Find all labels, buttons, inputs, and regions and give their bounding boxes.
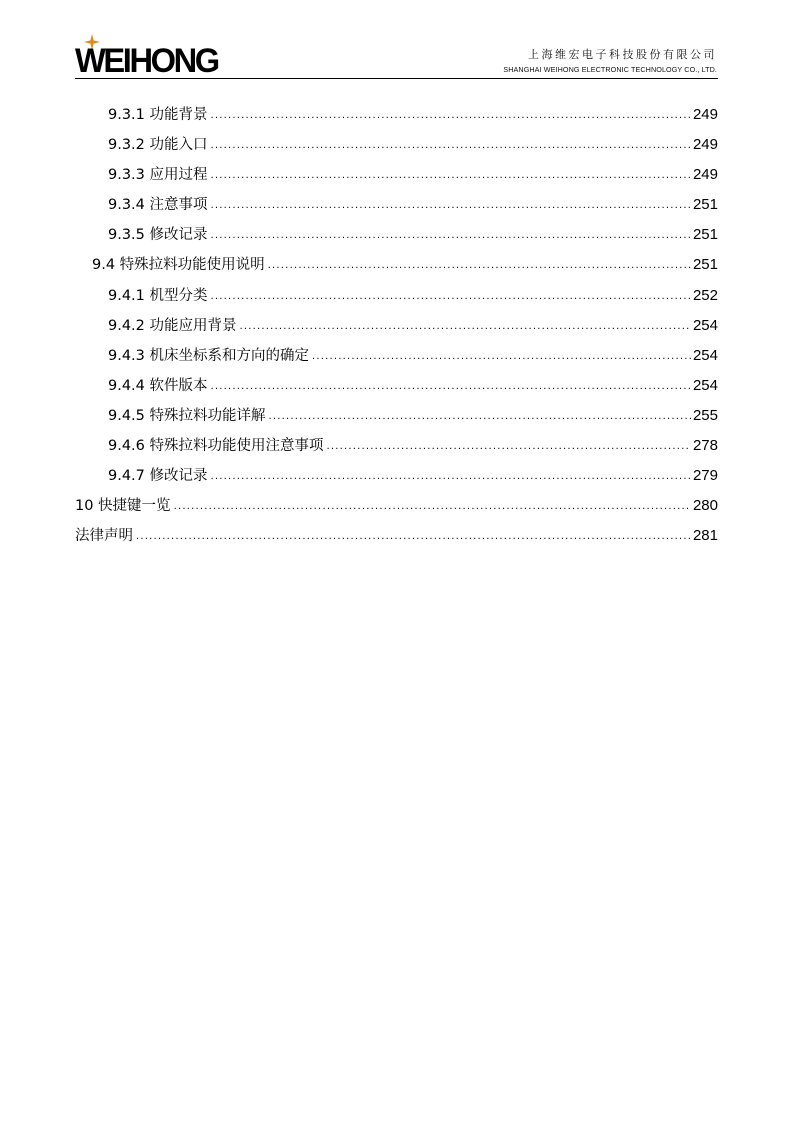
toc-entry-title — [108, 104, 208, 126]
dot-leader — [327, 436, 691, 458]
toc-entry-number: 9.4.1 — [108, 287, 145, 304]
toc-entry-text: 机型分类 — [149, 287, 208, 304]
toc-entry-text: 快捷键一览 — [98, 498, 171, 515]
toc-entry-number: 9.4 — [92, 257, 116, 274]
toc-entry-title — [108, 134, 208, 156]
toc-entry-number: 10 — [75, 498, 94, 515]
toc-entry-title — [108, 315, 237, 337]
toc-entry-title — [108, 224, 208, 246]
header-divider — [75, 78, 718, 79]
dot-leader — [174, 496, 691, 518]
toc-entry-page-number: 254 — [692, 346, 718, 364]
dot-leader — [312, 346, 691, 368]
toc-entry-number: 9.4.2 — [108, 317, 145, 334]
toc-entry-title — [92, 254, 265, 276]
dot-leader — [211, 195, 691, 217]
toc-entry[interactable] — [75, 104, 718, 134]
dot-leader — [211, 376, 691, 398]
toc-entry-text: 特殊拉料功能使用注意事项 — [149, 438, 324, 455]
toc-entry-number: 9.3.4 — [108, 197, 145, 214]
company-name-en: SHANGHAI WEIHONG ELECTRONIC TECHNOLOGY CO., LTD. — [503, 65, 717, 74]
toc-entry-page-number: 255 — [692, 406, 718, 424]
company-name — [503, 48, 717, 74]
toc-entry-number: 9.4.7 — [108, 468, 145, 485]
toc-entry-page-number: 251 — [692, 256, 718, 274]
toc-entry-page-number: 278 — [692, 437, 718, 455]
toc-entry-page-number: 279 — [692, 467, 718, 485]
toc-entry[interactable] — [75, 435, 718, 465]
toc-entry-title — [75, 495, 171, 517]
toc-entry[interactable] — [75, 254, 718, 284]
toc-entry-text: 特殊拉料功能详解 — [149, 407, 266, 424]
toc-entry[interactable] — [75, 525, 718, 555]
dot-leader — [211, 135, 691, 157]
toc-entry-text: 软件版本 — [149, 377, 208, 394]
toc-entry[interactable] — [75, 285, 718, 315]
dot-leader — [240, 316, 691, 338]
toc-entry-number: 9.3.1 — [108, 107, 145, 123]
toc-entry-number: 9.3.3 — [108, 167, 145, 184]
toc-entry-number: 9.4.4 — [108, 377, 145, 394]
toc-entry-page-number: 249 — [692, 136, 718, 154]
weihong-logo — [75, 38, 245, 78]
toc-entry-title — [108, 435, 324, 457]
toc-entry-page-number: 280 — [692, 497, 718, 515]
toc-entry-text: 法律声明 — [75, 528, 133, 545]
toc-entry-number: 9.3.5 — [108, 227, 145, 244]
toc-entry-text: 应用过程 — [149, 167, 208, 184]
toc-entry-title — [108, 285, 208, 307]
dot-leader — [211, 165, 691, 187]
table-of-contents — [75, 104, 718, 555]
toc-entry[interactable] — [75, 495, 718, 525]
toc-entry-text: 功能应用背景 — [149, 317, 237, 334]
page-header — [0, 0, 793, 82]
toc-entry[interactable] — [75, 465, 718, 495]
toc-entry-title — [108, 405, 266, 427]
toc-entry[interactable] — [75, 405, 718, 435]
toc-entry[interactable] — [75, 315, 718, 345]
toc-entry-page-number: 251 — [692, 196, 718, 214]
toc-entry-number: 9.3.2 — [108, 137, 145, 154]
toc-entry[interactable] — [75, 134, 718, 164]
toc-entry-title — [108, 465, 208, 487]
toc-entry-text: 功能入口 — [149, 137, 208, 154]
dot-leader — [269, 406, 691, 428]
toc-entry[interactable] — [75, 164, 718, 194]
toc-entry-page-number: 254 — [692, 316, 718, 334]
toc-entry-title — [108, 194, 208, 216]
dot-leader — [211, 105, 691, 127]
toc-entry[interactable] — [75, 224, 718, 254]
toc-entry-number: 9.4.3 — [108, 347, 145, 364]
logo-text: WEIHONG — [75, 42, 218, 80]
toc-entry-text: 特殊拉料功能使用说明 — [119, 257, 265, 274]
toc-entry-page-number: 251 — [692, 226, 718, 244]
toc-entry-page-number: 249 — [692, 166, 718, 184]
toc-entry-page-number: 252 — [692, 286, 718, 304]
toc-entry-page-number: 249 — [692, 106, 718, 123]
toc-entry-title — [75, 525, 133, 547]
dot-leader — [211, 286, 691, 308]
toc-entry-text: 修改记录 — [149, 227, 208, 244]
dot-leader — [211, 466, 691, 488]
toc-entry-text: 机床坐标系和方向的确定 — [149, 347, 310, 364]
toc-entry-page-number: 254 — [692, 376, 718, 394]
toc-entry-number: 9.4.5 — [108, 407, 145, 424]
toc-entry-text: 注意事项 — [149, 197, 208, 214]
dot-leader — [211, 225, 691, 247]
toc-entry-text: 功能背景 — [149, 107, 208, 123]
company-name-cn: 上海维宏电子科技股份有限公司 — [528, 48, 717, 61]
dot-leader — [268, 255, 691, 277]
toc-entry-title — [108, 345, 309, 367]
toc-entry[interactable] — [75, 375, 718, 405]
toc-entry[interactable] — [75, 345, 718, 375]
toc-entry[interactable] — [75, 194, 718, 224]
toc-entry-text: 修改记录 — [149, 468, 208, 485]
toc-entry-title — [108, 375, 208, 397]
toc-entry-page-number: 281 — [692, 527, 718, 545]
toc-entry-number: 9.4.6 — [108, 438, 145, 455]
toc-entry-title — [108, 164, 208, 186]
dot-leader — [136, 526, 691, 548]
